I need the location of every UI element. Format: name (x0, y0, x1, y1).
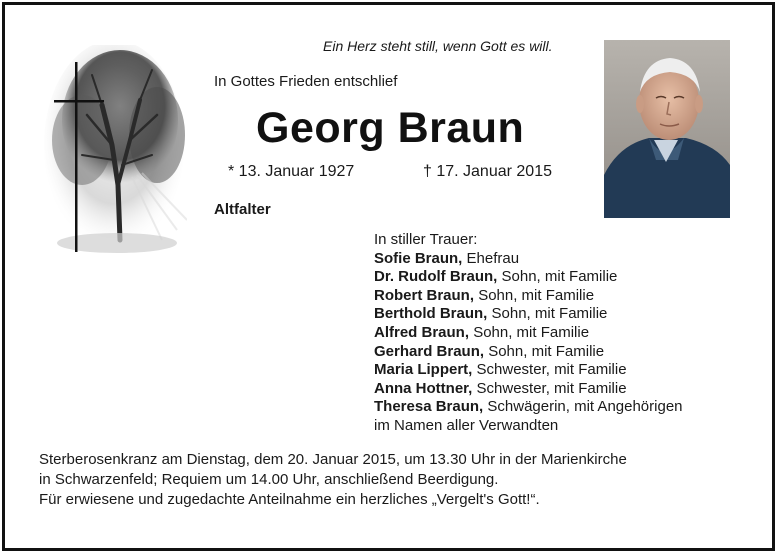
mourner-row (374, 324, 683, 343)
funeral-notice (39, 450, 627, 489)
intro-line: In Gottes Frieden entschlief (214, 73, 398, 90)
mourners-closing: im Namen aller Verwandten (374, 416, 559, 434)
mourner-row (374, 268, 683, 287)
mourner-relation: Sohn, mit Familie (478, 286, 595, 304)
mourner-row (374, 361, 683, 380)
mourner-name: Alfred Braun, (374, 323, 470, 341)
deceased-name: Georg Braun (256, 104, 525, 152)
motto-verse: Ein Herz steht still, wenn Gott es will. (323, 38, 553, 54)
mourner-relation: Schwester, mit Familie (476, 361, 627, 379)
mourner-row (374, 305, 683, 324)
mourner-relation: Ehefrau (466, 249, 520, 267)
mourner-name: Berthold Braun, (374, 305, 488, 323)
mourner-row (374, 287, 683, 306)
tree-cross-illustration (42, 45, 187, 260)
mourner-name: Sofie Braun, (374, 249, 463, 267)
birth-date: * 13. Januar 1927 (228, 163, 355, 180)
mourner-relation: Sohn, mit Familie (488, 342, 605, 360)
mourner-relation: Sohn, mit Familie (501, 268, 618, 286)
mourners-heading: In stiller Trauer: (374, 231, 478, 248)
mourner-row (374, 250, 683, 269)
mourner-relation: Sohn, mit Familie (473, 323, 590, 341)
mourner-name: Dr. Rudolf Braun, (374, 268, 498, 286)
hometown: Altfalter (214, 201, 271, 218)
mourner-row (374, 380, 683, 399)
mourner-relation: Schwester, mit Familie (476, 379, 627, 397)
mourner-row (374, 343, 683, 362)
notice-line: in Schwarzenfeld; Requiem um 14.00 Uhr, anschließend Beerdigung. (39, 470, 499, 488)
mourner-name: Anna Hottner, (374, 379, 473, 397)
thanks-line: Für erwiesene und zugedachte Anteilnahme ein herzliches „Vergelt's Gott!“. (39, 491, 540, 508)
mourner-name: Gerhard Braun, (374, 342, 485, 360)
mourner-relation: Schwägerin, mit Angehörigen (487, 398, 683, 416)
mourners-list (374, 231, 683, 436)
death-date: † 17. Januar 2015 (423, 163, 552, 180)
mourner-relation: Sohn, mit Familie (491, 305, 608, 323)
mourner-name: Maria Lippert, (374, 361, 473, 379)
notice-line: Sterberosenkranz am Dienstag, dem 20. Januar 2015, um 13.30 Uhr in der Marienkirche (39, 451, 627, 468)
mourner-name: Theresa Braun, (374, 398, 484, 416)
portrait-photo (604, 40, 730, 218)
mourner-name: Robert Braun, (374, 286, 475, 304)
mourner-row (374, 398, 683, 417)
